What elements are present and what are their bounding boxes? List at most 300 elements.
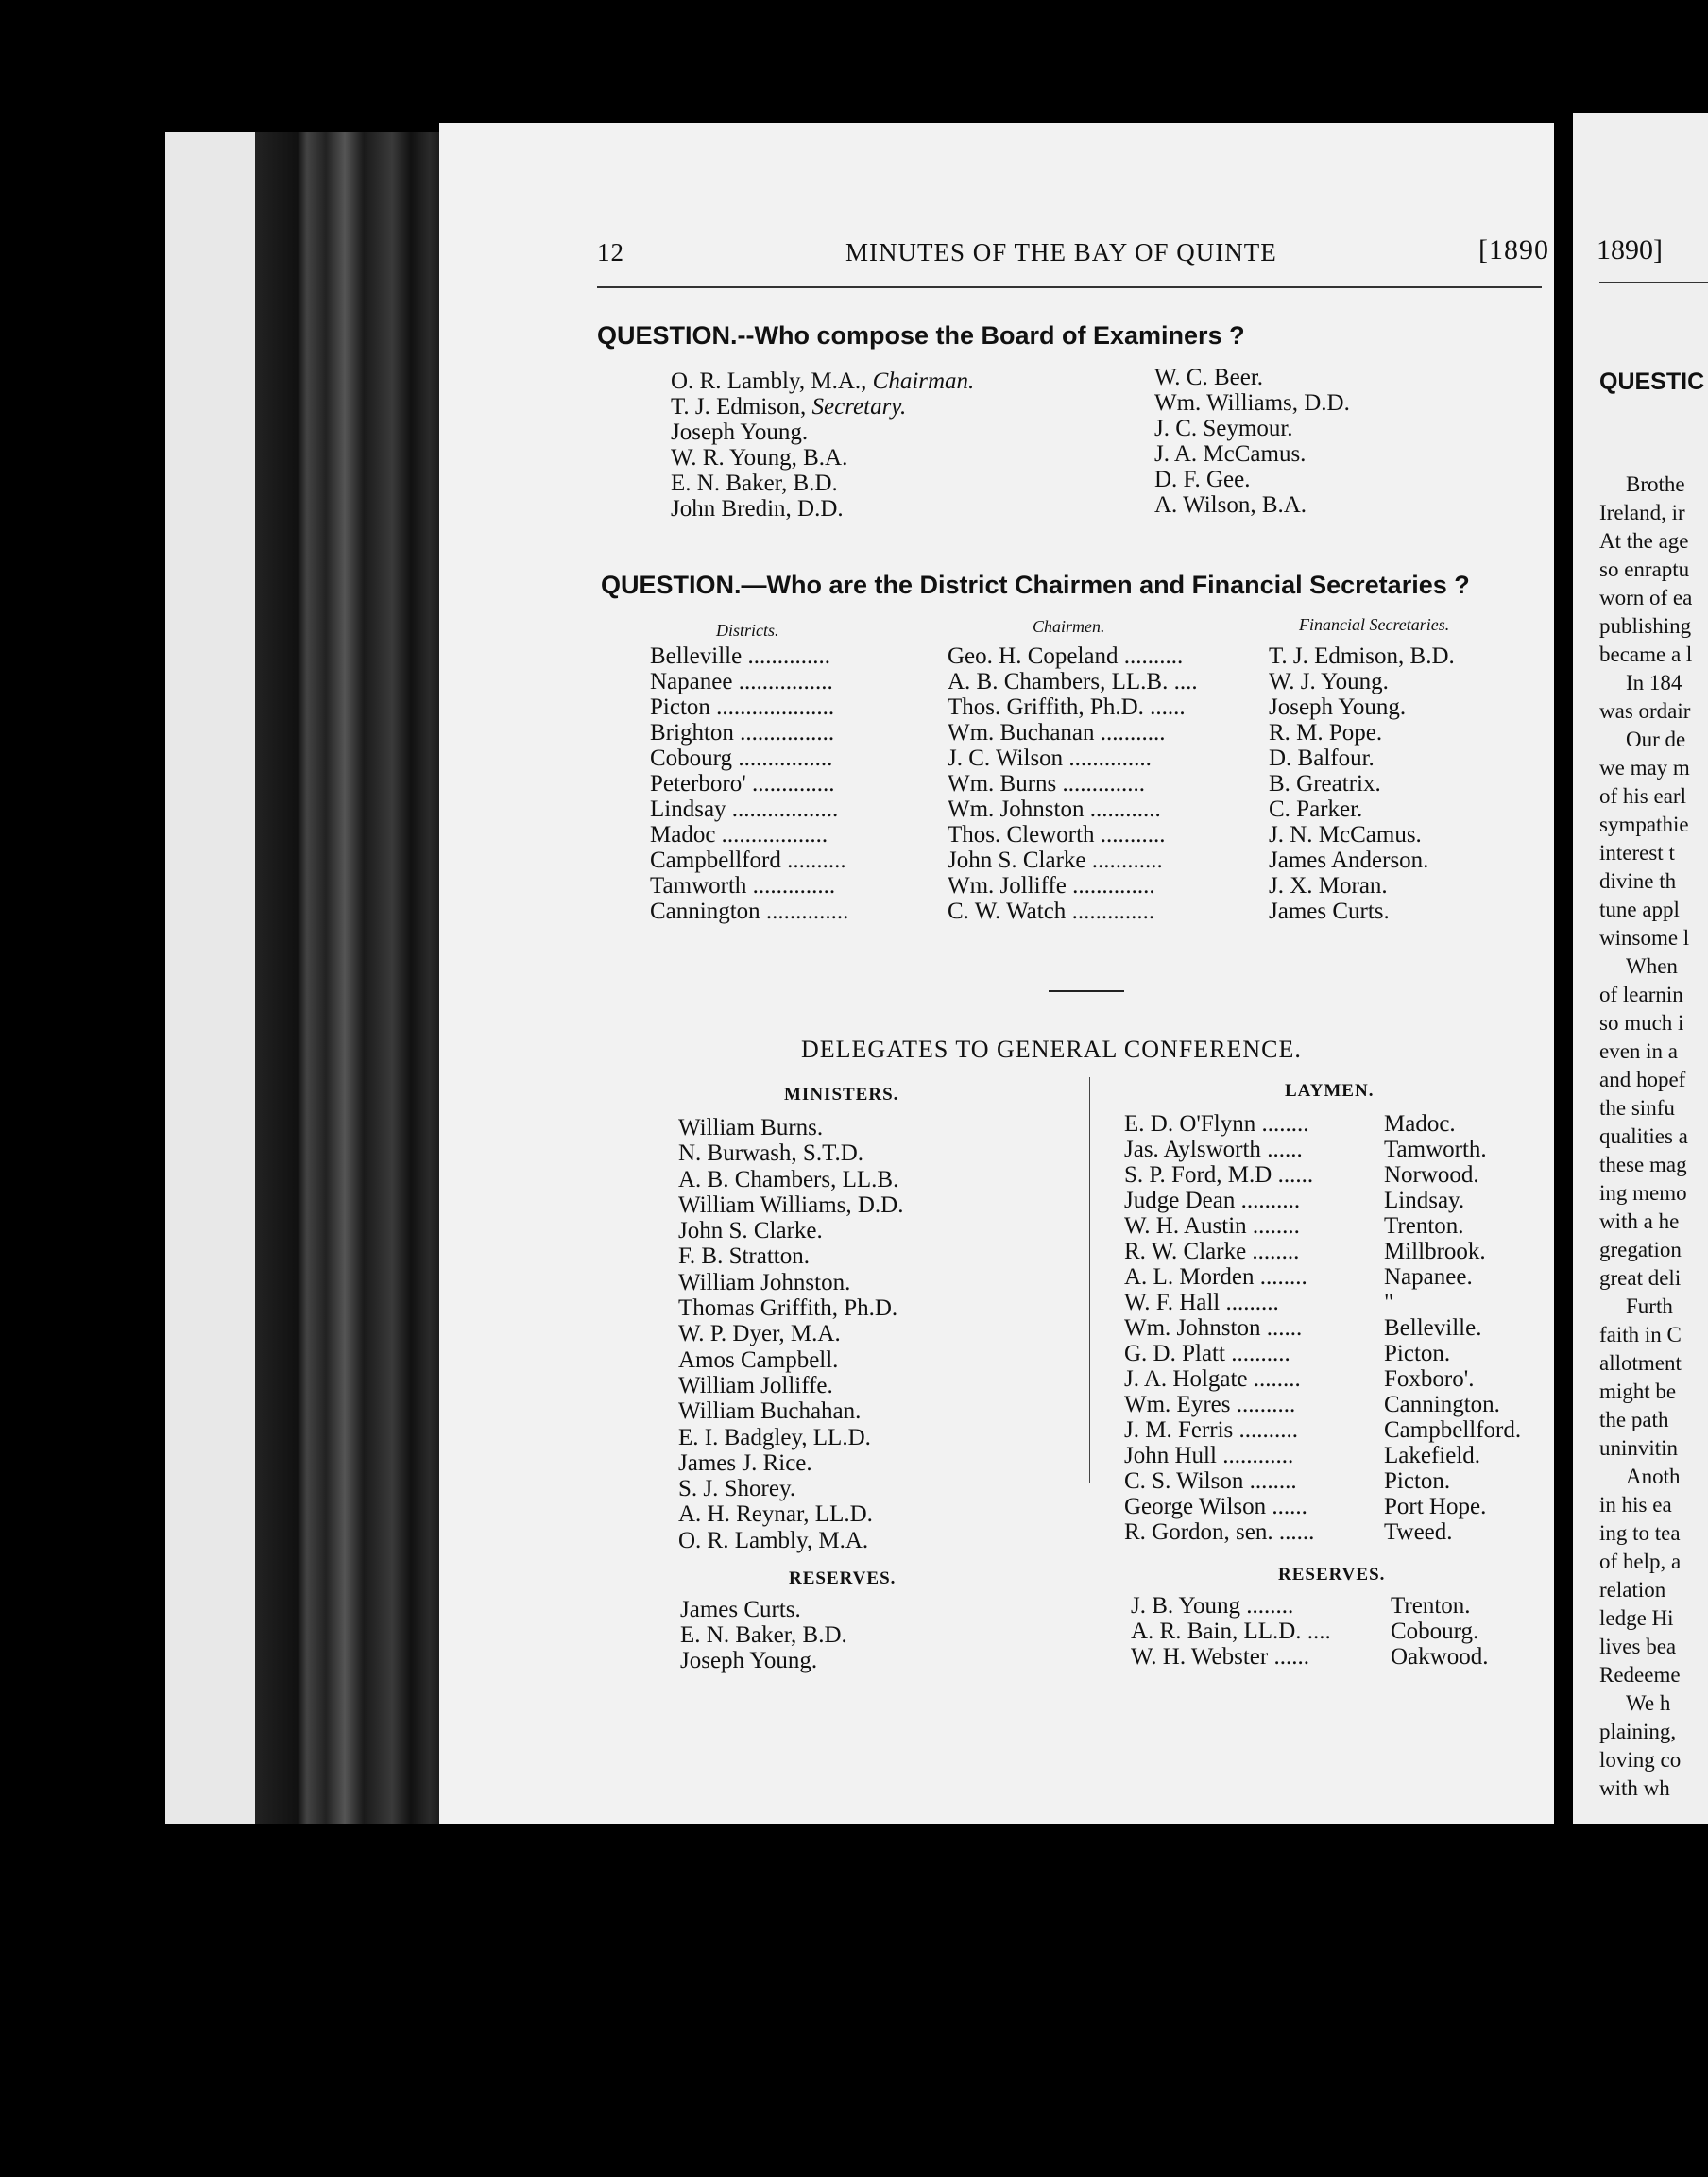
chairman-name: J. C. Wilson <box>948 746 1064 771</box>
secretary-cell: T. J. Edmison, B.D. <box>1269 643 1455 669</box>
district-cell <box>650 643 948 669</box>
text-line: in his ea <box>1599 1493 1672 1517</box>
district-cell <box>650 669 948 694</box>
list-item: E. I. Badgley, LL.D. <box>678 1424 871 1450</box>
board-right-column <box>1154 365 1350 518</box>
table-row <box>1124 1290 1521 1315</box>
chairman-name: Wm. Buchanan <box>948 720 1095 746</box>
chairman-name: Wm. Jolliffe <box>948 873 1067 899</box>
leader-dots: .................. <box>726 797 839 822</box>
list-item: A. H. Reynar, LL.D. <box>678 1501 873 1528</box>
chairman-cell <box>948 848 1269 873</box>
leader-dots: .... <box>1301 1619 1331 1644</box>
leader-dots: .......... <box>1230 1392 1296 1417</box>
chairman-cell <box>948 771 1269 797</box>
list-item: Joseph Young. <box>680 1648 818 1673</box>
text-line: the path <box>1599 1408 1669 1431</box>
list-item: William Burns. <box>678 1115 824 1140</box>
layman-cell <box>1124 1111 1384 1137</box>
leader-dots: ........ <box>1255 1111 1309 1137</box>
leader-dots: ........ <box>1247 1366 1301 1392</box>
chairman-name: John S. Clarke <box>948 848 1086 873</box>
districts-table <box>650 643 1455 924</box>
ministers-list <box>678 1115 903 1553</box>
text-line: publishing <box>1599 614 1692 638</box>
chairman-name: Thos. Cleworth <box>948 822 1095 848</box>
col-header-districts: Districts. <box>716 621 779 640</box>
place-cell: Belleville. <box>1384 1315 1482 1341</box>
leader-dots: ...... <box>1272 1519 1315 1545</box>
place-cell: Tamworth. <box>1384 1137 1487 1162</box>
list-item: William Buchahan. <box>678 1398 862 1425</box>
secretary-cell: Joseph Young. <box>1269 694 1407 720</box>
leader-dots: ...... <box>1143 694 1186 720</box>
table-row <box>1124 1494 1521 1519</box>
board-question <box>597 321 1245 351</box>
leader-dots: ........ <box>1240 1593 1294 1619</box>
text-line: Redeeme <box>1599 1663 1681 1687</box>
leader-dots: ........ <box>1246 1213 1300 1239</box>
text-line: uninvitin <box>1599 1436 1679 1460</box>
place-cell: Madoc. <box>1384 1111 1456 1137</box>
table-row <box>1124 1468 1521 1494</box>
text-line: winsome l <box>1599 926 1690 950</box>
table-row <box>1124 1137 1521 1162</box>
chairman-cell <box>948 746 1269 771</box>
layman-name: A. L. Morden <box>1124 1264 1255 1290</box>
leader-dots: ...... <box>1268 1644 1309 1670</box>
table-row <box>1124 1111 1521 1137</box>
facing-question: QUESTIC <box>1599 369 1705 395</box>
text-line: tune appl <box>1599 898 1680 921</box>
leader-dots: ...... <box>1266 1494 1307 1519</box>
table-row <box>1124 1366 1521 1392</box>
chairman-name: Wm. Burns <box>948 771 1057 797</box>
text-line: At the age <box>1599 529 1689 553</box>
text-line: Brothe <box>1626 472 1685 496</box>
board-member: Wm. Williams, D.D. <box>1154 390 1350 416</box>
layman-name: R. Gordon, sen. <box>1124 1519 1273 1545</box>
text-line: sympathie <box>1599 813 1689 836</box>
board-member <box>671 496 974 522</box>
table-row <box>1124 1162 1521 1188</box>
place-cell: Cobourg. <box>1391 1619 1479 1644</box>
leader-dots: ........... <box>1094 822 1166 848</box>
place-cell: Picton. <box>1384 1468 1451 1494</box>
district-cell <box>650 797 948 822</box>
place-cell: Millbrook. <box>1384 1239 1486 1264</box>
board-member: J. C. Seymour. <box>1154 416 1293 441</box>
board-member <box>671 445 974 471</box>
secretary-cell: J. X. Moran. <box>1269 873 1388 899</box>
text-line: with a he <box>1599 1209 1680 1233</box>
table-row <box>1124 1264 1521 1290</box>
text-line: faith in C <box>1599 1323 1682 1346</box>
text-line: was ordair <box>1599 699 1691 723</box>
district-name: Tamworth <box>650 873 747 899</box>
secretary-cell: J. N. McCamus. <box>1269 822 1422 848</box>
district-cell <box>650 771 948 797</box>
facing-page <box>1573 113 1708 1824</box>
district-cell <box>650 720 948 746</box>
table-row <box>1124 1213 1521 1239</box>
text-line: worn of ea <box>1599 586 1693 609</box>
facing-header-year: 1890] <box>1597 234 1663 266</box>
facing-header-rule <box>1599 282 1708 283</box>
district-cell <box>650 873 948 899</box>
text-line: these mag <box>1599 1153 1687 1176</box>
district-name: Cobourg <box>650 746 733 771</box>
list-item: N. Burwash, S.T.D. <box>678 1140 864 1167</box>
chairman-cell <box>948 669 1269 694</box>
chairman-cell <box>948 873 1269 899</box>
secretary-cell: B. Greatrix. <box>1269 771 1381 797</box>
list-item: A. B. Chambers, LL.B. <box>678 1166 899 1192</box>
layman-cell <box>1124 1392 1384 1417</box>
leader-dots: ...... <box>1260 1315 1303 1341</box>
laymen-reserves-label: RESERVES. <box>1278 1565 1386 1585</box>
chairman-cell <box>948 797 1269 822</box>
leader-dots: ........ <box>1254 1264 1307 1290</box>
header-rule <box>597 286 1542 288</box>
text-line: of help, a <box>1599 1550 1682 1573</box>
layman-cell <box>1131 1644 1391 1670</box>
place-cell: Foxboro'. <box>1384 1366 1475 1392</box>
table-row <box>1124 1417 1521 1443</box>
chairman-cell <box>948 899 1269 924</box>
list-item: S. J. Shorey. <box>678 1476 796 1502</box>
district-cell <box>650 694 948 720</box>
text-line: allotment <box>1599 1351 1682 1375</box>
chairman-name: C. W. Watch <box>948 899 1067 924</box>
layman-cell <box>1124 1366 1384 1392</box>
laymen-label: LAYMEN. <box>1285 1081 1375 1101</box>
leader-dots: .............. <box>1063 746 1152 771</box>
table-row <box>650 899 1455 924</box>
leader-dots: .............. <box>1066 873 1155 899</box>
text-line: of learnin <box>1599 983 1683 1006</box>
layman-cell <box>1124 1468 1384 1494</box>
layman-cell <box>1124 1162 1384 1188</box>
leader-dots: .............. <box>742 643 830 669</box>
question-text: —Who are the District Chairmen and Financial Secretaries ? <box>741 571 1470 599</box>
layman-cell <box>1124 1341 1384 1366</box>
text-line: relation <box>1599 1578 1666 1602</box>
member-name: O. R. Lambly, M.A., <box>671 369 873 394</box>
table-row <box>1131 1593 1488 1619</box>
text-line: Our de <box>1626 728 1686 751</box>
table-row <box>650 848 1455 873</box>
place-cell: Cannington. <box>1384 1392 1500 1417</box>
leader-dots: ............ <box>1084 797 1161 822</box>
question-label: QUESTION. <box>597 321 738 350</box>
district-name: Lindsay <box>650 797 726 822</box>
list-item: William Williams, D.D. <box>678 1191 904 1218</box>
leader-dots: ............ <box>1216 1443 1294 1468</box>
layman-cell <box>1124 1137 1384 1162</box>
layman-name: Wm. Johnston <box>1124 1315 1261 1341</box>
board-member: D. F. Gee. <box>1154 467 1251 492</box>
text-line: Ireland, ir <box>1599 501 1685 524</box>
ministers-label: MINISTERS. <box>784 1085 899 1105</box>
leader-dots: .............. <box>760 899 849 924</box>
chairman-cell <box>948 720 1269 746</box>
leader-dots: ......... <box>1220 1290 1279 1315</box>
text-line: divine th <box>1599 869 1677 893</box>
list-item: Amos Campbell. <box>678 1346 839 1373</box>
board-member <box>671 420 974 445</box>
layman-name: Jas. Aylsworth <box>1124 1137 1261 1162</box>
layman-cell <box>1124 1315 1384 1341</box>
book-edge <box>165 132 449 1824</box>
layman-name: George Wilson <box>1124 1494 1267 1519</box>
leader-dots: .......... <box>1118 643 1184 669</box>
table-row <box>650 643 1455 669</box>
member-name: John Bredin, D.D. <box>671 496 844 522</box>
layman-cell <box>1124 1417 1384 1443</box>
table-row <box>650 746 1455 771</box>
leader-dots: .................. <box>715 822 828 848</box>
leader-dots: .... <box>1168 669 1198 694</box>
leader-dots: ...... <box>1272 1162 1314 1188</box>
board-member <box>671 394 974 420</box>
layman-cell <box>1124 1213 1384 1239</box>
leader-dots: .............. <box>746 873 836 899</box>
col-header-chairmen: Chairmen. <box>1033 617 1105 636</box>
table-row <box>1124 1519 1521 1545</box>
leader-dots: .......... <box>780 848 846 873</box>
place-cell: Campbellford. <box>1384 1417 1522 1443</box>
table-row <box>650 669 1455 694</box>
question-label: QUESTION. <box>601 571 742 599</box>
header-year: [1890 <box>1478 234 1549 266</box>
list-item: F. B. Stratton. <box>678 1243 810 1270</box>
table-row <box>1131 1644 1488 1670</box>
table-row <box>650 797 1455 822</box>
list-item: William Jolliffe. <box>678 1372 833 1398</box>
member-name: Joseph Young. <box>671 420 809 445</box>
layman-name: R. W. Clarke <box>1124 1239 1247 1264</box>
board-member: A. Wilson, B.A. <box>1154 492 1307 518</box>
laymen-table <box>1124 1111 1521 1545</box>
facing-text <box>1599 471 1692 1803</box>
text-line: so enraptu <box>1599 557 1690 581</box>
leader-dots: .............. <box>1056 771 1146 797</box>
member-role: Secretary. <box>811 394 907 420</box>
table-row <box>1124 1315 1521 1341</box>
text-line: became a l <box>1599 643 1693 666</box>
table-row <box>1124 1443 1521 1468</box>
chairman-name: Wm. Johnston <box>948 797 1085 822</box>
text-line: with wh <box>1599 1776 1670 1800</box>
leader-dots: ........ <box>1246 1239 1300 1264</box>
layman-name: A. R. Bain, LL.D. <box>1131 1619 1302 1644</box>
table-row <box>1124 1239 1521 1264</box>
table-row <box>650 873 1455 899</box>
text-line: gregation <box>1599 1238 1682 1261</box>
text-line: When <box>1626 954 1678 978</box>
board-member: W. C. Beer. <box>1154 365 1264 390</box>
list-item: William Johnston. <box>678 1269 851 1295</box>
table-row <box>650 771 1455 797</box>
chairman-cell <box>948 822 1269 848</box>
text-line: ing memo <box>1599 1181 1687 1205</box>
layman-cell <box>1124 1519 1384 1545</box>
secretary-cell: James Curts. <box>1269 899 1390 924</box>
district-cell <box>650 822 948 848</box>
chairman-cell <box>948 643 1269 669</box>
leader-dots: .......... <box>1233 1417 1299 1443</box>
board-member <box>671 369 974 394</box>
member-name: E. N. Baker, B.D. <box>671 471 838 496</box>
place-cell: Lakefield. <box>1384 1443 1481 1468</box>
table-row <box>1124 1188 1521 1213</box>
place-cell: Norwood. <box>1384 1162 1479 1188</box>
district-cell <box>650 848 948 873</box>
chairman-cell <box>948 694 1269 720</box>
page-number: 12 <box>597 238 624 266</box>
leader-dots: .................... <box>709 694 835 720</box>
leader-dots: ................ <box>733 720 835 746</box>
district-name: Napanee <box>650 669 733 694</box>
district-cell <box>650 746 948 771</box>
layman-name: G. D. Platt <box>1124 1341 1225 1366</box>
secretary-cell: C. Parker. <box>1269 797 1363 822</box>
layman-cell <box>1124 1443 1384 1468</box>
layman-name: W. F. Hall <box>1124 1290 1221 1315</box>
layman-name: S. P. Ford, M.D <box>1124 1162 1272 1188</box>
list-item: Thomas Griffith, Ph.D. <box>678 1295 898 1322</box>
table-row <box>650 720 1455 746</box>
place-cell: Trenton. <box>1391 1593 1471 1619</box>
leader-dots: ................ <box>732 669 833 694</box>
layman-name: W. H. Austin <box>1124 1213 1247 1239</box>
minister-reserves-label: RESERVES. <box>789 1568 897 1588</box>
district-name: Peterboro' <box>650 771 746 797</box>
layman-cell <box>1124 1239 1384 1264</box>
layman-name: John Hull <box>1124 1443 1217 1468</box>
layman-cell <box>1124 1290 1384 1315</box>
text-line: and hopef <box>1599 1068 1686 1091</box>
place-cell: Oakwood. <box>1391 1644 1489 1670</box>
secretary-cell: W. J. Young. <box>1269 669 1389 694</box>
layman-name: W. H. Webster <box>1131 1644 1269 1670</box>
table-row <box>650 822 1455 848</box>
district-name: Brighton <box>650 720 734 746</box>
place-cell: Picton. <box>1384 1341 1451 1366</box>
text-line: the sinfu <box>1599 1096 1675 1120</box>
layman-cell <box>1124 1264 1384 1290</box>
text-line: of his earl <box>1599 784 1686 808</box>
secretary-cell: D. Balfour. <box>1269 746 1375 771</box>
district-name: Madoc <box>650 822 716 848</box>
leader-dots: .............. <box>745 771 835 797</box>
text-line: so much i <box>1599 1011 1684 1035</box>
text-line: loving co <box>1599 1748 1682 1772</box>
leader-dots: ........ <box>1243 1468 1297 1494</box>
text-line: great deli <box>1599 1266 1682 1290</box>
secretary-cell: James Anderson. <box>1269 848 1429 873</box>
section-divider <box>1049 990 1124 992</box>
layman-cell <box>1131 1619 1391 1644</box>
text-line: plaining, <box>1599 1720 1677 1743</box>
column-rule <box>1089 1077 1090 1483</box>
place-cell: Lindsay. <box>1384 1188 1465 1213</box>
text-line: might be <box>1599 1380 1677 1403</box>
table-row <box>1124 1392 1521 1417</box>
delegates-title: DELEGATES TO GENERAL CONFERENCE. <box>801 1036 1302 1063</box>
table-row <box>1131 1619 1488 1644</box>
layman-cell <box>1124 1494 1384 1519</box>
text-line: even in a <box>1599 1039 1679 1063</box>
list-item: John S. Clarke. <box>678 1218 823 1244</box>
district-name: Picton <box>650 694 710 720</box>
text-line: lives bea <box>1599 1635 1677 1658</box>
list-item: O. R. Lambly, M.A. <box>678 1527 869 1553</box>
text-line: we may m <box>1599 756 1690 780</box>
chairman-name: Thos. Griffith, Ph.D. <box>948 694 1144 720</box>
table-row <box>1124 1341 1521 1366</box>
leader-dots: .......... <box>1224 1341 1290 1366</box>
board-member: J. A. McCamus. <box>1154 441 1307 467</box>
chairman-name: A. B. Chambers, LL.B. <box>948 669 1169 694</box>
layman-name: E. D. O'Flynn <box>1124 1111 1256 1137</box>
text-line: Anoth <box>1626 1465 1681 1488</box>
leader-dots: ............ <box>1085 848 1163 873</box>
laymen-reserves-table <box>1131 1593 1488 1670</box>
districts-question <box>601 571 1470 600</box>
col-header-secretaries: Financial Secretaries. <box>1299 615 1450 634</box>
layman-cell <box>1124 1188 1384 1213</box>
district-name: Campbellford <box>650 848 781 873</box>
leader-dots: .............. <box>1066 899 1155 924</box>
leader-dots: .......... <box>1235 1188 1301 1213</box>
leader-dots: ........... <box>1094 720 1166 746</box>
text-line: Furth <box>1626 1294 1673 1318</box>
layman-name: C. S. Wilson <box>1124 1468 1244 1494</box>
board-left-column <box>671 369 974 522</box>
district-name: Cannington <box>650 899 760 924</box>
layman-name: Wm. Eyres <box>1124 1392 1231 1417</box>
layman-name: J. M. Ferris <box>1124 1417 1234 1443</box>
list-item: James Curts. <box>680 1597 801 1622</box>
text-line: In 184 <box>1626 671 1682 694</box>
layman-name: Judge Dean <box>1124 1188 1236 1213</box>
list-item: W. P. Dyer, M.A. <box>678 1321 841 1347</box>
secretary-cell: R. M. Pope. <box>1269 720 1383 746</box>
place-cell: " <box>1384 1290 1394 1315</box>
member-name: T. J. Edmison, <box>671 394 812 420</box>
table-row <box>650 694 1455 720</box>
layman-name: J. B. Young <box>1131 1593 1241 1619</box>
page <box>439 123 1554 1824</box>
leader-dots: ................ <box>732 746 833 771</box>
member-role: Chairman. <box>872 369 975 394</box>
place-cell: Trenton. <box>1384 1213 1464 1239</box>
district-cell <box>650 899 948 924</box>
chairman-name: Geo. H. Copeland <box>948 643 1119 669</box>
board-member <box>671 471 974 496</box>
layman-name: J. A. Holgate <box>1124 1366 1248 1392</box>
text-line: ledge Hi <box>1599 1606 1674 1630</box>
question-text: --Who compose the Board of Examiners ? <box>737 321 1245 350</box>
running-title: MINUTES OF THE BAY OF QUINTE <box>845 238 1277 266</box>
list-item: E. N. Baker, B.D. <box>680 1622 847 1648</box>
layman-cell <box>1131 1593 1391 1619</box>
text-line: qualities a <box>1599 1124 1688 1148</box>
district-name: Belleville <box>650 643 743 669</box>
place-cell: Napanee. <box>1384 1264 1473 1290</box>
